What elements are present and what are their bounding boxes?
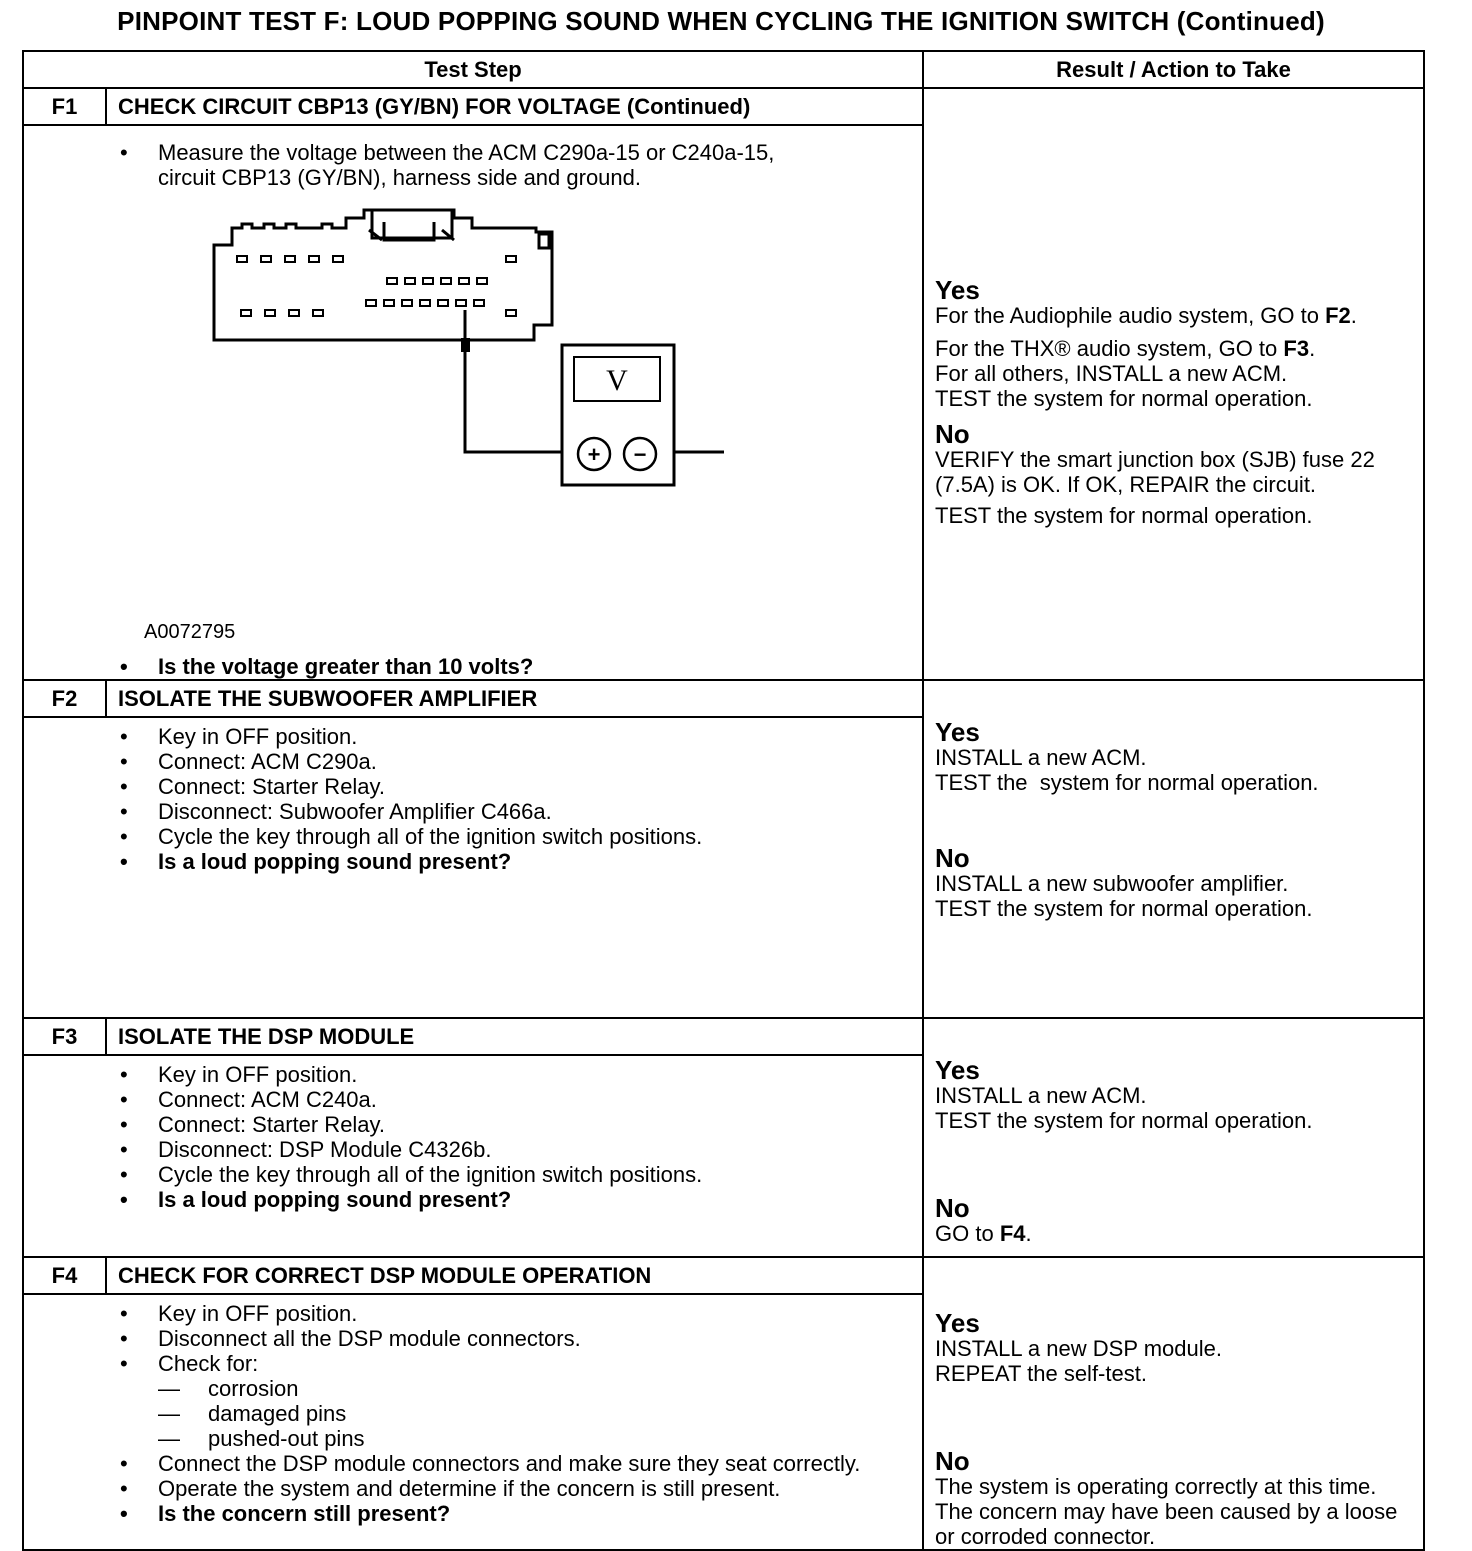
connector-meter-schematic [24,190,724,650]
step-f1-measure-item: • Measure the voltage between the ACM C290a-15 or C240a-15, circuit CBP13 (GY/BN), harness side and ground. [120,140,775,190]
step-f2-yes-a: INSTALL a new ACM. [935,745,1147,770]
step-f4-yes-label: Yes [935,1308,980,1338]
list-item: • Disconnect all the DSP module connectors. [120,1326,581,1351]
step-f2-no-label: No [935,843,970,873]
check-item: — corrosion [158,1376,299,1401]
step-f1-result [923,88,1424,680]
step-f2-title-row [23,680,1424,717]
step-f3-no-a: GO to F4. [935,1221,1032,1246]
step-f4-yes-a: INSTALL a new DSP module. [935,1336,1222,1361]
list-item: • Cycle the key through all of the ignition switch positions. [120,1162,703,1187]
step-f1-yes-label: Yes [935,274,980,305]
step-f2-question: • Is a loud popping sound present? [120,849,512,874]
step-f4-yes-b: REPEAT the self-test. [935,1361,1147,1386]
step-f1-yes-a: For the Audiophile audio system, GO to F2. [935,302,1357,328]
header-result: Result / Action to Take [923,51,1424,88]
check-item: — damaged pins [158,1401,347,1426]
list-item: • Disconnect: Subwoofer Amplifier C466a. [120,799,552,824]
list-item: • Check for: — corrosion — damaged pins — pushed-out pins [118,1351,922,1451]
step-f4-result [923,1257,1424,1550]
pinpoint-test-table [22,50,1425,1551]
page-title: PINPOINT TEST F: LOUD POPPING SOUND WHEN CYCLING THE IGNITION SWITCH (Continued) [117,6,1325,36]
step-f1-question: • Is the voltage greater than 10 volts? [120,654,534,679]
step-f3-yes-a: INSTALL a new ACM. [935,1083,1147,1108]
connector-pins [237,256,516,316]
list-item: • Connect: ACM C240a. [120,1087,377,1112]
step-f2-result [923,680,1424,1018]
step-f3-yes-b: TEST the system for normal operation. [935,1108,1313,1133]
step-f4-title: CHECK FOR CORRECT DSP MODULE OPERATION [106,1257,923,1294]
step-f2-id: F2 [23,680,106,717]
step-f2-title: ISOLATE THE SUBWOOFER AMPLIFIER [106,680,923,717]
step-f4-id: F4 [23,1257,106,1294]
step-f4-no-label: No [935,1446,970,1476]
voltmeter-icon [562,345,674,485]
step-f1-body [23,125,923,680]
step-f1-yes-c: For all others, INSTALL a new ACM. [935,360,1288,386]
step-f2-yes-label: Yes [935,717,980,747]
header-test-step: Test Step [23,51,923,88]
check-item: — pushed-out pins [158,1426,365,1451]
figure-id: A0072795 [144,621,236,643]
voltage-measure-diagram [24,190,922,643]
step-f1-id: F1 [23,88,106,125]
step-f2-no-a: INSTALL a new subwoofer amplifier. [935,871,1289,896]
step-f3-no-label: No [935,1193,970,1223]
step-f1-no-b: TEST the system for normal operation. [935,502,1313,528]
minus-terminal: − [633,442,647,467]
step-f1-yes-b: For the THX® audio system, GO to F3. [935,335,1316,361]
list-item: • Operate the system and determine if the concern is still present. [120,1476,781,1501]
step-f4-no-a: The system is operating correctly at this time. The concern may have been caused by a loose or corroded connector. [935,1474,1398,1549]
step-f3-yes-label: Yes [935,1055,980,1085]
acm-connector [214,210,552,340]
step-f4-body [23,1294,923,1550]
step-f4-question: • Is the concern still present? [120,1501,451,1526]
step-f3-title: ISOLATE THE DSP MODULE [106,1018,923,1055]
list-item: • Key in OFF position. [120,724,358,749]
step-f1-title-row [23,88,1424,125]
meter-symbol: V [606,364,628,397]
step-f1-no-label: No [935,418,970,449]
step-f3-result [923,1018,1424,1257]
step-f1-yes-d: TEST the system for normal operation. [935,385,1313,411]
step-f3-title-row [23,1018,1424,1055]
list-item: • Disconnect: DSP Module C4326b. [120,1137,492,1162]
table-header-row [23,51,1424,88]
step-f2-no-b: TEST the system for normal operation. [935,896,1313,921]
list-item: • Connect: Starter Relay. [120,774,386,799]
step-f4-title-row [23,1257,1424,1294]
list-item: • Key in OFF position. [120,1062,358,1087]
step-f3-id: F3 [23,1018,106,1055]
step-f1-title: CHECK CIRCUIT CBP13 (GY/BN) FOR VOLTAGE (Continued) [106,88,923,125]
list-item: • Cycle the key through all of the ignition switch positions. [120,824,703,849]
list-item: • Key in OFF position. [120,1301,358,1326]
list-item: • Connect: Starter Relay. [120,1112,386,1137]
step-f2-yes-b: TEST the system for normal operation. [935,770,1319,795]
step-f3-question: • Is a loud popping sound present? [120,1187,512,1212]
step-f3-body [23,1055,923,1257]
list-item: • Connect the DSP module connectors and make sure they seat correctly. [120,1451,861,1476]
plus-terminal: + [587,442,601,467]
positive-probe [461,338,470,352]
step-f1-no-a: VERIFY the smart junction box (SJB) fuse 22 (7.5A) is OK. If OK, REPAIR the circuit. [935,446,1375,497]
list-item: • Connect: ACM C290a. [120,749,377,774]
step-f2-body [23,717,923,1018]
